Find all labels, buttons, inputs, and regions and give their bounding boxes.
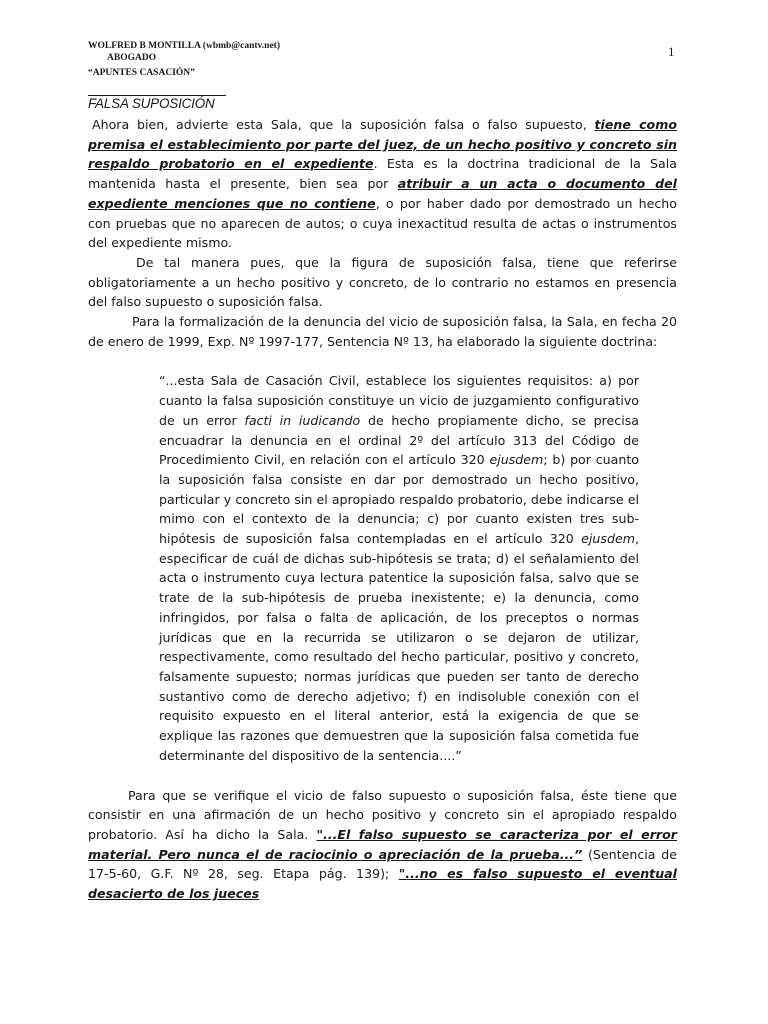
quote-italic-b: ejusdem: [489, 452, 544, 468]
document-header: [88, 40, 280, 96]
quote-text-d: , especificar de cuál de dichas sub-hipótesis se trata; d) el señalamiento del acta o instrumento cuya lectura patentice la suposición falsa, salvo que se trate de la sub-hipótesis de prueba inexistente; e) la denuncia, como infringidos, por falsa o falta de aplicación, de los preceptos o normas jurídicas que en la recurrida se utilizaron o se dejaron de utilizar, respectivamente, como resultado del hecho particular, positivo y concreto, falsamente supuesto; normas jurídicas que pueden ser tanto de derecho sustantivo como de derecho adjetivo; f) en indisoluble conexión con el requisito expuesto en el literal anterior, está la exigencia de que se explique las razones que demuestren que la suposición falsa cometida fue determinante del dispositivo de la sentencia....”: [159, 531, 639, 763]
paragraph-3: Para la formalización de la denuncia del vicio de suposición falsa, la Sala, en fecha 20 de enero de 1999, Exp. Nº 1997-177, Sentencia Nº 13, ha elaborado la siguiente doctrina:: [88, 314, 677, 349]
paragraph-1-emphasis-a: tiene como premisa el establecimiento por parte del juez, de un hecho positivo y concreto sin respaldo probatorio en el expediente: [88, 117, 677, 172]
page-number: 1: [668, 44, 675, 59]
quote-italic-a: facti in iudicando: [244, 412, 361, 428]
paragraph-2: De tal manera pues, que la figura de suposición falsa, tiene que referirse obligatoriamente a un hecho positivo y concreto, de lo contrario no estamos en presencia del falso supuesto o suposición falsa.: [88, 254, 677, 310]
document-body: [88, 115, 677, 904]
block-quote: [159, 371, 639, 765]
paragraph-1-emphasis-b: atribuir a un acta o documento del expediente menciones que no contiene: [88, 176, 677, 211]
paragraph-1-text-b: . Esta es la doctrina tradicional de la Sala mantenida hasta el presente, bien sea por: [88, 156, 677, 192]
quote-italic-c: ejusdem: [581, 531, 635, 547]
paragraph-1: [88, 115, 677, 253]
paragraph-1-text-a: Ahora bien, advierte esta Sala, que la suposición falsa o falso supuesto,: [92, 117, 595, 132]
quote-text-a: “...esta Sala de Casación Civil, establece los siguientes requisitos: a) por cuanto la falsa suposición constituye un vicio de juzgamiento configurativo de un error: [159, 373, 639, 428]
paragraph-4-emphasis-a: "...El falso supuesto se caracteriza por el error material. Pero nunca el de raciocinio o apreciación de la prueba...”: [88, 826, 677, 862]
section-heading: FALSA SUPOSICIÓN: [88, 96, 215, 111]
paragraph-4-text-a: Para que se verifique el vicio de falso supuesto o suposición falsa, éste tiene que consistir en una afirmación de un hecho positivo y concreto sin el apropiado respaldo probatorio. Así ha dicho la Sala.: [88, 787, 677, 842]
paragraph-4-emphasis-b: "...no es falso supuesto el eventual desacierto de los jueces: [88, 866, 677, 902]
author-line: WOLFRED B MONTILLA (wbmb@cantv.net): [88, 41, 280, 51]
paragraph-4-text-b: (Sentencia de 17-5-60, G.F. Nº 28, seg. Etapa pág. 139);: [88, 846, 678, 882]
quote-text-c: ; b) por cuanto la suposición falsa consiste en dar por demostrado un hecho positivo, particular y concreto sin el apropiado respaldo probatorio, debe indicarse el mimo con el contexto de la denuncia; c) por cuanto existen tres sub-hipótesis de suposición falsa contempladas en el artículo 320: [159, 452, 639, 547]
work-title: “APUNTES CASACIÓN”: [88, 68, 195, 78]
quote-text-b: de hecho propiamente dicho, se precisa encuadrar la denuncia en el ordinal 2º del artículo 313 del Código de Procedimiento Civil, en relación con el artículo 320: [159, 412, 639, 468]
paragraph-4: [88, 786, 677, 904]
author-role: ABOGADO: [107, 53, 157, 63]
paragraph-1-text-c: , o por haber dado por demostrado un hecho con pruebas que no aparecen de autos; o cuya inexactitud resulta de actas o instrumentos del expediente mismo.: [88, 195, 677, 251]
